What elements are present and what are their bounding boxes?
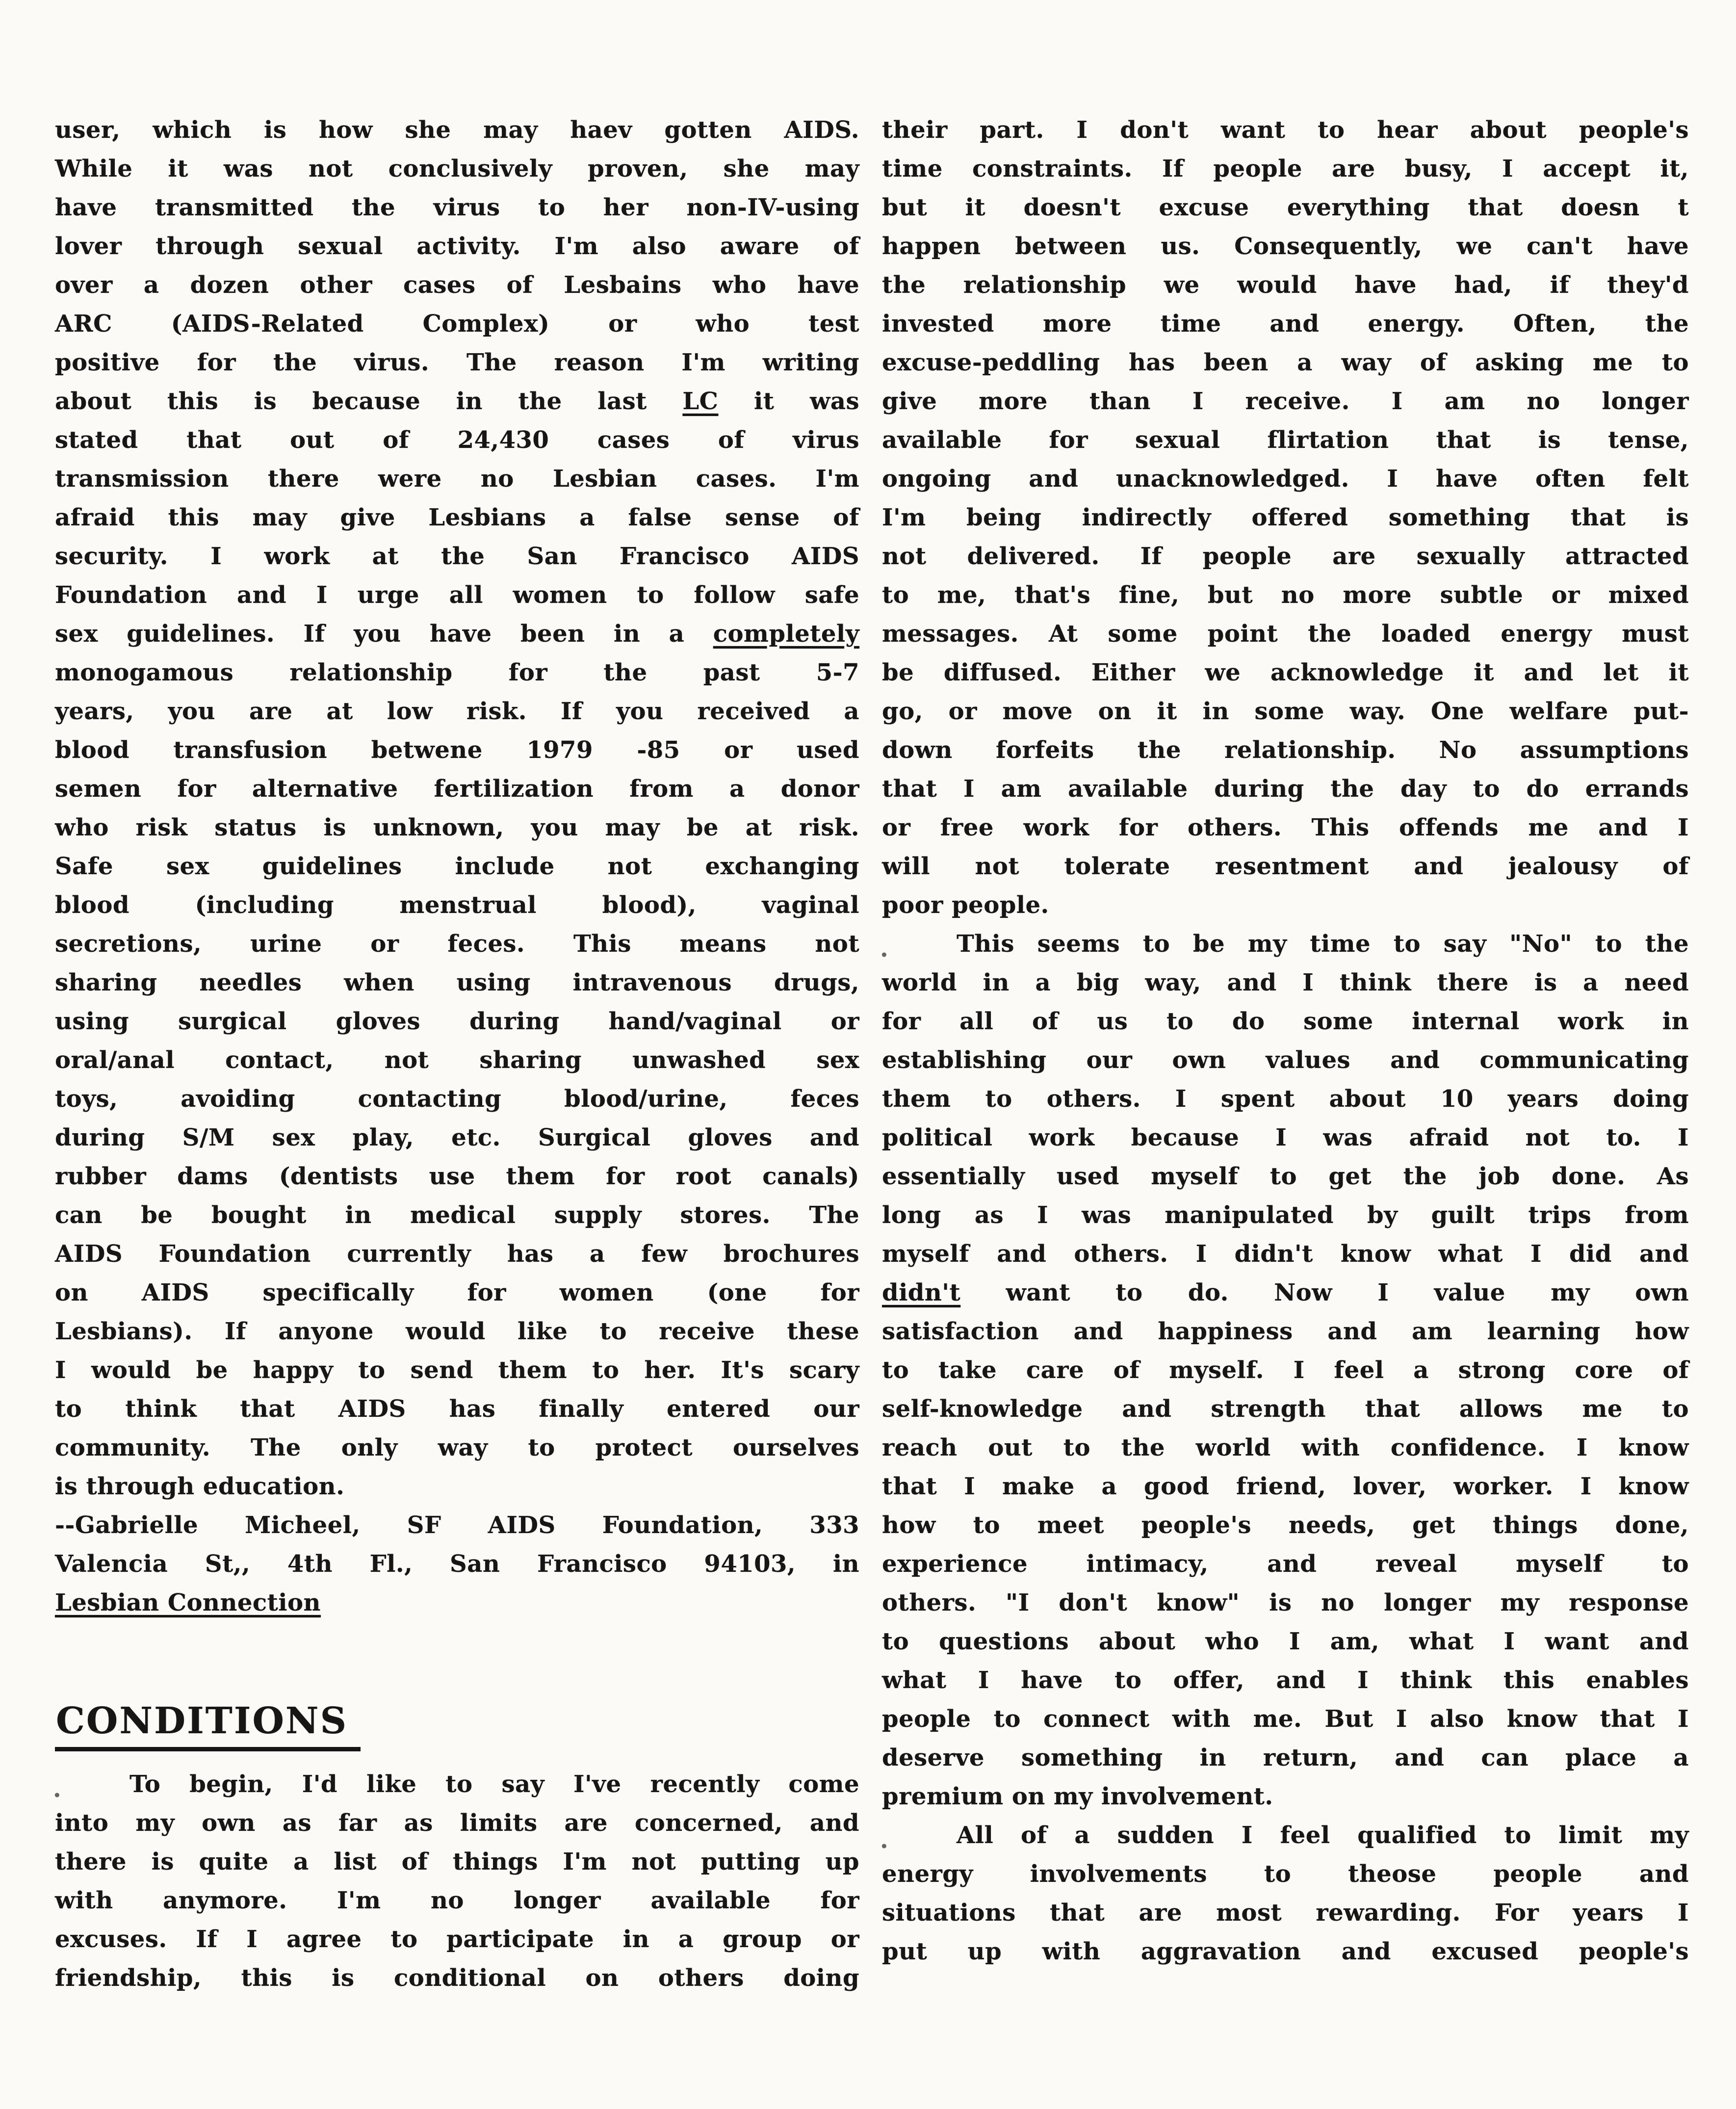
text-line: invested more time and energy. Often, the — [882, 310, 1689, 338]
text-line: down forfeits the relationship. No assumptions — [882, 736, 1689, 764]
text-line: into my own as far as limits are concerned, and — [55, 1809, 859, 1837]
text-line: excuses. If I agree to participate in a group or — [55, 1926, 859, 1953]
text-line: I'm being indirectly offered something that is — [882, 504, 1689, 531]
text-line: AIDS Foundation currently has a few brochures — [55, 1240, 859, 1268]
text-line: premium on my involvement. — [882, 1783, 1273, 1810]
text-line: lover through sexual activity. I'm also aware of — [55, 233, 859, 260]
text-line: sex guidelines. If you have been in a completely — [55, 620, 859, 648]
text-line: Valencia St,, 4th Fl., San Francisco 94103, in — [55, 1550, 859, 1578]
left-column — [55, 111, 859, 1998]
text-line: Lesbians). If anyone would like to receive these — [55, 1318, 859, 1345]
text-line: energy involvements to theose people and — [882, 1860, 1689, 1888]
text-line: transmission there were no Lesbian cases. I'm — [55, 465, 859, 493]
text-line: ongoing and unacknowledged. I have often felt — [882, 465, 1689, 493]
text-line: monogamous relationship for the past 5-7 — [55, 659, 859, 686]
text-line: time constraints. If people are busy, I accept it, — [882, 155, 1689, 182]
text-line: poor people. — [882, 891, 1049, 919]
text-line: myself and others. I didn't know what I did and — [882, 1240, 1689, 1268]
text-line: how to meet people's needs, get things done, — [882, 1511, 1689, 1539]
underlined-text: LC — [682, 388, 719, 415]
text-line: oral/anal contact, not sharing unwashed sex — [55, 1046, 859, 1074]
text-line: be diffused. Either we acknowledge it and let it — [882, 659, 1689, 686]
text-line: experience intimacy, and reveal myself to — [882, 1550, 1689, 1578]
text-line: I would be happy to send them to her. It's scary — [55, 1356, 859, 1384]
text-line: ARC (AIDS-Related Complex) or who test — [55, 310, 859, 338]
text-line: security. I work at the San Francisco AIDS — [55, 543, 859, 570]
text-line: reach out to the world with confidence. I know — [882, 1434, 1689, 1461]
section-heading — [55, 1700, 859, 1751]
text-line: secretions, urine or feces. This means not — [55, 930, 859, 958]
text-line: years, you are at low risk. If you received a — [55, 698, 859, 725]
text-line: will not tolerate resentment and jealousy of — [882, 853, 1689, 880]
text-line: or free work for others. This offends me and I — [882, 814, 1689, 841]
text-line: political work because I was afraid not to. I — [882, 1124, 1689, 1151]
text-line: . This seems to be my time to say "No" to the — [882, 925, 1689, 963]
text-line: their part. I don't want to hear about people's — [882, 116, 1689, 144]
text-line: . To begin, I'd like to say I've recently come — [55, 1765, 859, 1804]
text-line: user, which is how she may haev gotten AIDS. — [55, 116, 859, 144]
text-line: self-knowledge and strength that allows me to — [882, 1395, 1689, 1423]
underlined-text: didn't — [882, 1279, 961, 1306]
text-line: people to connect with me. But I also know that I — [882, 1705, 1689, 1733]
text-line: toys, avoiding contacting blood/urine, feces — [55, 1085, 859, 1113]
text-line: to think that AIDS has finally entered our — [55, 1395, 859, 1423]
text-line: for all of us to do some internal work in — [882, 1008, 1689, 1035]
text-line — [55, 1584, 859, 1622]
text-line: friendship, this is conditional on others doing — [55, 1964, 859, 1992]
text-line: essentially used myself to get the job done. As — [882, 1163, 1689, 1190]
text-line: not delivered. If people are sexually attracted — [882, 543, 1689, 570]
text-line: positive for the virus. The reason I'm writing — [55, 349, 859, 376]
text-line: who risk status is unknown, you may be at risk. — [55, 814, 859, 841]
text-line: on AIDS specifically for women (one for — [55, 1279, 859, 1306]
text-line: blood (including menstrual blood), vaginal — [55, 891, 859, 919]
text-line: to me, that's fine, but no more subtle or mixed — [882, 581, 1689, 609]
text-line: long as I was manipulated by guilt trips from — [882, 1201, 1689, 1229]
text-line: stated that out of 24,430 cases of virus — [55, 426, 859, 454]
text-line: them to others. I spent about 10 years doing — [882, 1085, 1689, 1113]
text-line: blood transfusion betwene 1979 -85 or used — [55, 736, 859, 764]
text-line: there is quite a list of things I'm not putting up — [55, 1848, 859, 1875]
text-line: messages. At some point the loaded energy must — [882, 620, 1689, 648]
text-line: using surgical gloves during hand/vaginal or — [55, 1008, 859, 1035]
text-line: situations that are most rewarding. For years I — [882, 1899, 1689, 1927]
text-line: Safe sex guidelines include not exchanging — [55, 853, 859, 880]
text-line: world in a big way, and I think there is a need — [882, 969, 1689, 996]
text-line: to questions about who I am, what I want and — [882, 1628, 1689, 1655]
text-line: --Gabrielle Micheel, SF AIDS Foundation, 333 — [55, 1511, 859, 1539]
text-line: others. "I don't know" is no longer my response — [882, 1589, 1689, 1616]
text-line: can be bought in medical supply stores. The — [55, 1201, 859, 1229]
text-line: community. The only way to protect ourselves — [55, 1434, 859, 1461]
text-line: satisfaction and happiness and am learning how — [882, 1318, 1689, 1345]
underlined-text: completely — [713, 620, 859, 648]
text-line: sharing needles when using intravenous drugs, — [55, 969, 859, 996]
text-line: about this is because in the last LC it was — [55, 388, 859, 415]
text-line: While it was not conclusively proven, she may — [55, 155, 859, 182]
text-line: Foundation and I urge all women to follow safe — [55, 581, 859, 609]
text-line: that I make a good friend, lover, worker. I know — [882, 1473, 1689, 1500]
text-line: during S/M sex play, etc. Surgical gloves and — [55, 1124, 859, 1151]
text-line: rubber dams (dentists use them for root canals) — [55, 1163, 859, 1190]
text-line: put up with aggravation and excused people's — [882, 1938, 1689, 1965]
text-line: what I have to offer, and I think this enables — [882, 1666, 1689, 1694]
text-line: over a dozen other cases of Lesbains who have — [55, 271, 859, 299]
text-line: happen between us. Consequently, we can't have — [882, 233, 1689, 260]
text-line: give more than I receive. I am no longer — [882, 388, 1689, 415]
text-line: but it doesn't excuse everything that doesn t — [882, 194, 1689, 221]
section-heading-text: CONDITIONS — [55, 1700, 361, 1751]
text-line: deserve something in return, and can place a — [882, 1744, 1689, 1771]
right-column — [882, 111, 1689, 1971]
text-line: go, or move on it in some way. One welfare put- — [882, 698, 1689, 725]
text-line: with anymore. I'm no longer available for — [55, 1887, 859, 1914]
text-line: that I am available during the day to do errands — [882, 775, 1689, 803]
text-line: is through education. — [55, 1473, 345, 1500]
text-line: have transmitted the virus to her non-IV-using — [55, 194, 859, 221]
text-line: excuse-peddling has been a way of asking me to — [882, 349, 1689, 376]
text-line: available for sexual flirtation that is tense, — [882, 426, 1689, 454]
text-line: didn't want to do. Now I value my own — [882, 1279, 1689, 1306]
text-line: to take care of myself. I feel a strong core of — [882, 1356, 1689, 1384]
underlined-text: Lesbian Connection — [55, 1589, 321, 1616]
text-line: the relationship we would have had, if they'd — [882, 271, 1689, 299]
text-line: . All of a sudden I feel qualified to limit my — [882, 1816, 1689, 1855]
text-line: establishing our own values and communicating — [882, 1046, 1689, 1074]
text-line: afraid this may give Lesbians a false sense of — [55, 504, 859, 531]
text-line: semen for alternative fertilization from a donor — [55, 775, 859, 803]
